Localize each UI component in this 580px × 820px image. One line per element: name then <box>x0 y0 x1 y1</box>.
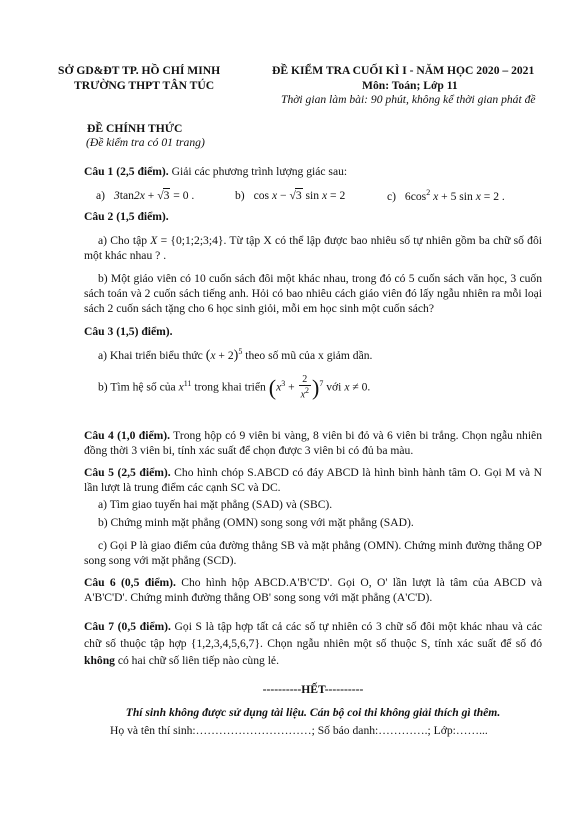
subject-line: Môn: Toán; Lớp 11 <box>362 79 458 92</box>
question-7-label: Câu 7 (0,5 điểm). <box>84 620 171 633</box>
question-2-a: a) Cho tập X = {0;1;2;3;4}. Từ tập X có thể lập được bao nhiêu số tự nhiên gồm ba chữ số đôi một khác nhau ? . <box>84 234 542 262</box>
question-2 <box>84 209 542 224</box>
question-3-b: b) Tìm hệ số của $x^{11}$ trong khai triển ($x^3$ + $\frac{2}{x^2}$ )$^7$ với x ≠ 0. <box>98 374 371 401</box>
question-5-c: c) Gọi P là giao điểm của đường thẳng SB và mặt phẳng (OMN). Chứng minh đường thẳng OP song song với mặt phẳng (SCD). <box>84 539 542 567</box>
question-2-b: b) Một giáo viên có 10 cuốn sách đôi một khác nhau, trong đó có 5 cuốn sách văn học, 3 cuốn sách toán và 2 cuốn sách tiếng anh. Hỏi có bao nhiêu cách giáo viên đó lấy ngẫu nhiên ra mỗi loại sách 2 cuốn sách tặng cho 6 học sinh giỏi, mỗi em học sinh một cuốn sách? <box>84 272 542 315</box>
exam-note: Thí sinh không được sử dụng tài liệu. Cán bộ coi thi không giải thích gì thêm. <box>125 706 501 719</box>
question-6: Câu 6 (0,5 điểm). Cho hình hộp ABCD.A'B'C'D'. Gọi O, O' lần lượt là tâm của ABCD và A'B'C'D'. Chứng minh đường thẳng OB' song song với mặt phẳng (A'C'D). <box>84 576 542 604</box>
question-4: Câu 4 (1,0 điểm). Trong hộp có 9 viên bi vàng, 8 viên bi đỏ và 6 viên bi trắng. Chọn ngẫu nhiên đồng thời 3 viên bi, tính xác suất để chọn được 3 viên bi có đủ ba màu. <box>84 429 542 457</box>
question-2-label: Câu 2 (1,5 điểm). <box>84 210 169 223</box>
question-7: Câu 7 (0,5 điểm). Gọi S là tập hợp tất cả các số tự nhiên có 3 chữ số đôi một khác nhau và các chữ số thuộc tập hợp {1,2,3,4,5,6,7}. Chọn ngẫu nhiên một số thuộc S, tính xác suất để số đó không có hai chữ số liên tiếp nào cùng lẻ. <box>84 620 542 667</box>
question-1-a: a) 3tan2x + √3 = 0 . <box>96 189 195 202</box>
question-1-c: c) $6\cos^2$ x + 5 sin x = 2 . <box>387 188 505 203</box>
question-4-label: Câu 4 (1,0 điểm). <box>84 429 171 442</box>
time-note: Thời gian làm bài: 90 phút, không kể thời gian phát đề <box>281 93 536 106</box>
exam-title: ĐỀ KIỂM TRA CUỐI KÌ I - NĂM HỌC 2020 – 2021 <box>272 64 535 77</box>
question-3-a: a) Khai triển biểu thức $(x + 2)^5$ theo số mũ của x giảm dần. <box>98 347 373 364</box>
question-5-label: Câu 5 (2,5 điểm). <box>84 466 171 479</box>
question-5: Câu 5 (2,5 điểm). Cho hình chóp S.ABCD có đáy ABCD là hình bình hành tâm O. Gọi M và N lần lượt là trung điểm các cạnh SC và DC. <box>84 466 542 494</box>
student-info-fields: Họ và tên thí sinh:…………………………; Số báo danh:………….; Lớp:……... <box>110 724 488 737</box>
question-1-text: Giải các phương trình lượng giác sau: <box>168 165 348 178</box>
question-1-b: b) cos x − √3 sin x = 2 <box>235 189 346 202</box>
question-6-label: Câu 6 (0,5 điểm). <box>84 576 176 589</box>
official-label: ĐỀ CHÍNH THỨC <box>87 122 183 135</box>
question-5-b: b) Chứng minh mặt phẳng (OMN) song song với mặt phẳng (SAD). <box>98 516 414 529</box>
question-1 <box>84 164 542 179</box>
school-name: TRƯỜNG THPT TÂN TÚC <box>74 79 215 92</box>
question-5-a: a) Tìm giao tuyến hai mặt phẳng (SAD) và (SBC). <box>98 498 333 511</box>
question-3 <box>84 324 542 339</box>
department-name: SỞ GD&ĐT TP. HỒ CHÍ MINH <box>58 64 221 77</box>
question-1-label: Câu 1 (2,5 điểm). <box>84 165 169 178</box>
end-marker: ----------HẾT---------- <box>262 683 364 696</box>
question-3-label: Câu 3 (1,5) điểm). <box>84 325 173 338</box>
pages-note: (Đề kiểm tra có 01 trang) <box>86 136 205 149</box>
